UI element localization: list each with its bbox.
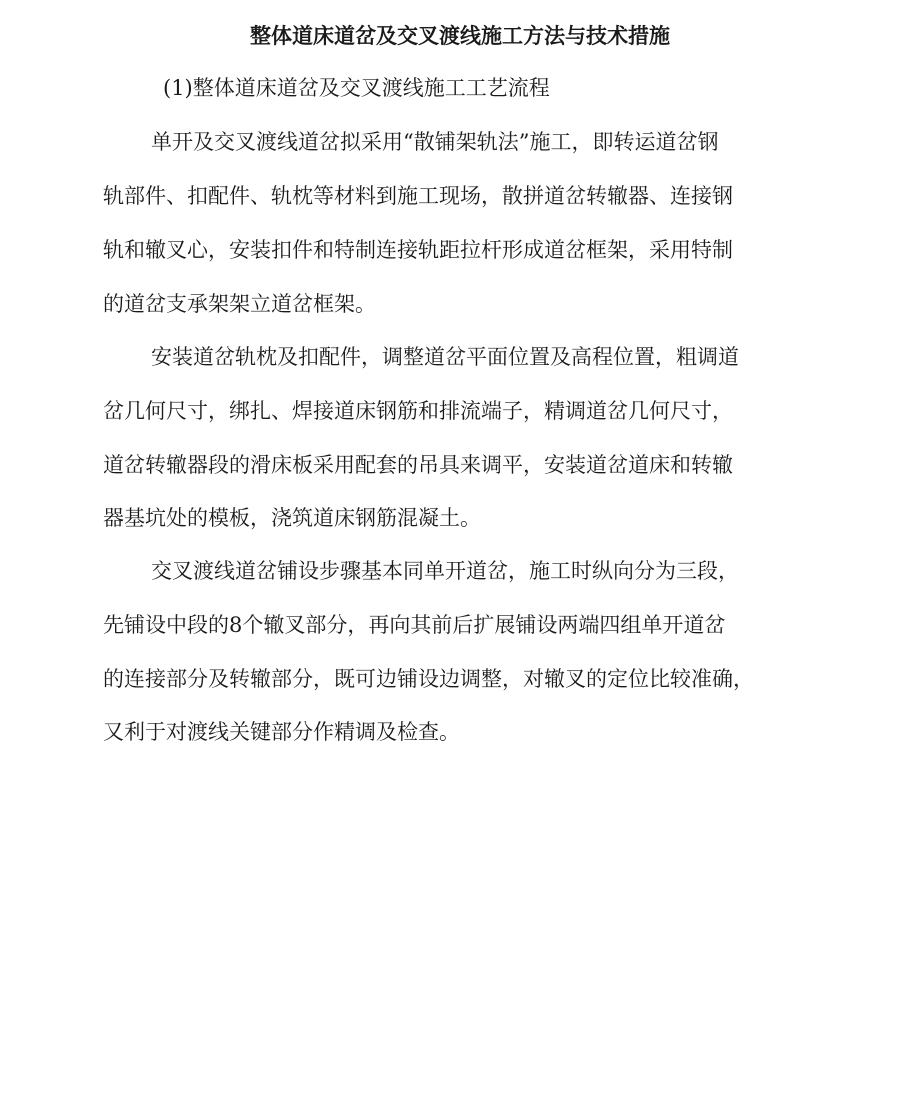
paragraph-line: 安装道岔轨枕及扣配件，调整道岔平面位置及高程位置，粗调道 — [151, 345, 739, 369]
paragraph-line: 岔几何尺寸，绑扎、焊接道床钢筋和排流端子，精调道岔几何尺寸， — [103, 399, 733, 423]
paragraph-line: 轨部件、扣配件、轨枕等材料到施工现场，散拼道岔转辙器、连接钢 — [103, 184, 733, 208]
paragraph-line: 的连接部分及转辙部分，既可边铺设边调整，对辙叉的定位比较准确， — [103, 667, 754, 691]
paragraph-line: 道岔转辙器段的滑床板采用配套的吊具来调平，安装道岔道床和转辙 — [103, 453, 733, 477]
paragraph-line: 轨和辙叉心，安装扣件和特制连接轨距拉杆形成道岔框架，采用特制 — [103, 238, 733, 262]
paragraph-line: 交叉渡线道岔铺设步骤基本同单开道岔，施工时纵向分为三段， — [151, 559, 739, 583]
paragraph-line: 的道岔支承架架立道岔框架。 — [103, 292, 376, 316]
section-heading: (1)整体道床道岔及交叉渡线施工工艺流程 — [163, 76, 550, 100]
paragraph-line: 单开及交叉渡线道岔拟采用“散铺架轨法”施工，即转运道岔钢 — [151, 130, 719, 154]
paragraph-line: 器基坑处的模板，浇筑道床钢筋混凝土。 — [103, 506, 481, 530]
paragraph-line: 先铺设中段的8个辙叉部分，再向其前后扩展铺设两端四组单开道岔 — [103, 613, 726, 637]
paragraph-line: 又利于对渡线关键部分作精调及检查。 — [103, 720, 460, 744]
document-title: 整体道床道岔及交叉渡线施工方法与技术措施 — [250, 23, 670, 48]
